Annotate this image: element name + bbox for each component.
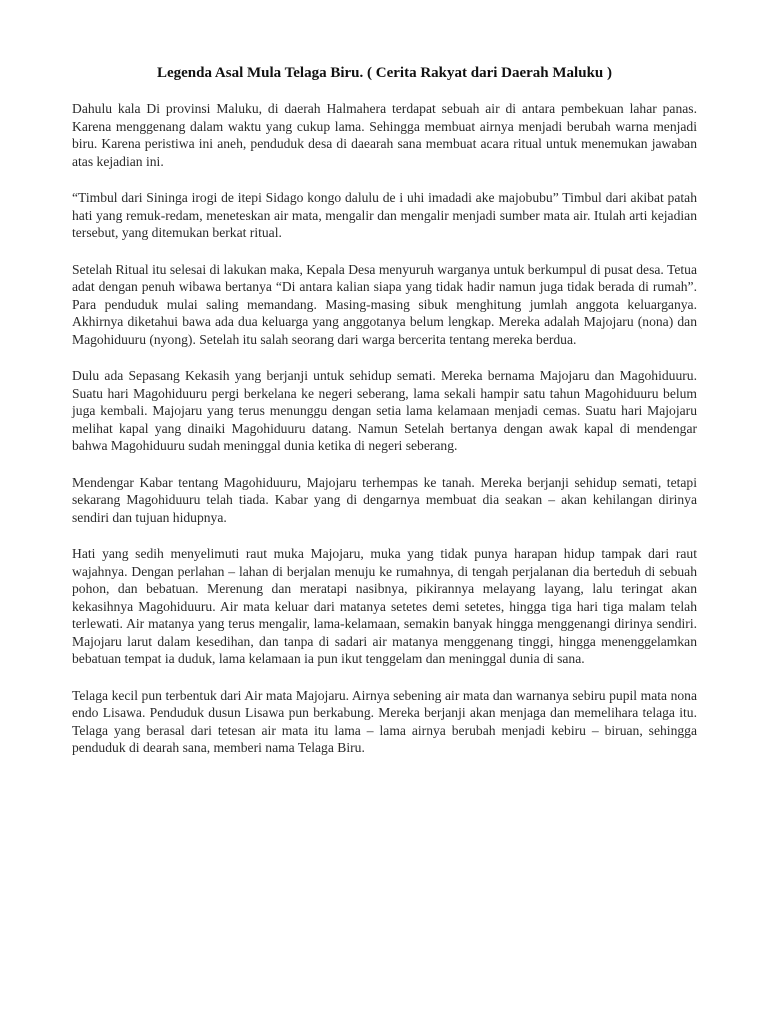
- document-title: Legenda Asal Mula Telaga Biru. ( Cerita Rakyat dari Daerah Maluku ): [156, 65, 613, 81]
- paragraph-2: “Timbul dari Sininga irogi de itepi Sidago kongo dalulu de i uhi imadadi ake majobubu” Timbul dari akibat patah hati yang remuk-redam, meneteskan air mata, mengalir dan mengalir menjadi sumber mata air. Itulah arti kejadian tersebut, yang ditemukan berkat ritual.: [72, 190, 697, 240]
- paragraph-3: Setelah Ritual itu selesai di lakukan maka, Kepala Desa menyuruh warganya untuk berkumpul di pusat desa. Tetua adat dengan penuh wibawa bertanya “Di antara kalian siapa yang tidak hadir namun juga tidak berada di rumah”. Para penduduk mulai saling memandang. Masing-masing sibuk menghitung jumlah anggota keluarganya. Akhirnya diketahui bawa ada dua keluarga yang anggotanya belum lengkap. Mereka adalah Majojaru (nona) dan Magohiduuru (nyong). Setelah itu salah seorang dari warga bercerita tentang mereka berdua.: [72, 261, 697, 347]
- paragraph-4: Dulu ada Sepasang Kekasih yang berjanji untuk sehidup semati. Mereka bernama Majojaru dan Magohiduuru. Suatu hari Magohiduuru pergi berkelana ke negeri seberang, lama sekali hampir satu tahun Magohiduuru belum juga kembali. Majojaru yang terus menunggu dengan setia lama kelamaan menjadi cemas. Suatu hari Majojaru melihat kapal yang dinaiki Magohiduuru datang. Namun Setelah bertanya dengan awak kapal di mendengar bahwa Magohiduuru sudah meninggal dunia ketika di negeri seberang.: [72, 368, 697, 453]
- paragraph-7: Telaga kecil pun terbentuk dari Air mata Majojaru. Airnya sebening air mata dan warnanya sebiru pupil mata nona endo Lisawa. Penduduk dusun Lisawa pun berkabung. Mereka berjanji akan menjaga dan memelihara telaga itu. Telaga yang berasal dari tetesan air mata itu lama – lama airnya berubah menjadi kebiru – biruan, sehingga penduduk di dearah sana, memberi nama Telaga Biru.: [72, 687, 697, 755]
- paragraph-5: Mendengar Kabar tentang Magohiduuru, Majojaru terhempas ke tanah. Mereka berjanji sehidup semati, tetapi sekarang Magohiduuru telah tiada. Kabar yang di dengarnya membuat dia seakan – akan kehilangan dirinya sendiri dan tujuan hidupnya.: [72, 474, 697, 525]
- document-body: [72, 64, 697, 776]
- paragraph-6: Hati yang sedih menyelimuti raut muka Majojaru, muka yang tidak punya harapan hidup tampak dari raut wajahnya. Dengan perlahan – lahan di berjalan menuju ke rumahnya, di tengah perjalanan dia berteduh di sebuah pohon, dan bebatuan. Merenung dan meratapi nasibnya, pikirannya melayang layang, lalu teringat akan kekasihnya Magohiduuru. Air mata keluar dari matanya setetes demi setetes, hingga tiga hari tiga malam telah terlewati. Air matanya yang terus mengalir, lama-kelamaan, semakin banyak hingga menggenangi dirinya sendiri. Majojaru larut dalam kesedihan, dan tanpa di sadari air matanya menggenang tinggi, hingga menenggelamkan bebatuan tempat ia duduk, lama kelamaan ia pun ikut tenggelam dan meninggal dunia di sana.: [72, 546, 697, 666]
- paragraph-1: Dahulu kala Di provinsi Maluku, di daerah Halmahera terdapat sebuah air di antara pembekuan lahar panas. Karena menggenang dalam waktu yang cukup lama. Sehingga membuat airnya menjadi berubah warna menjadi biru. Karena peristiwa ini aneh, penduduk desa di daearah sana membuat acara ritual untuk menemukan jawaban atas kejadian ini.: [72, 101, 697, 169]
